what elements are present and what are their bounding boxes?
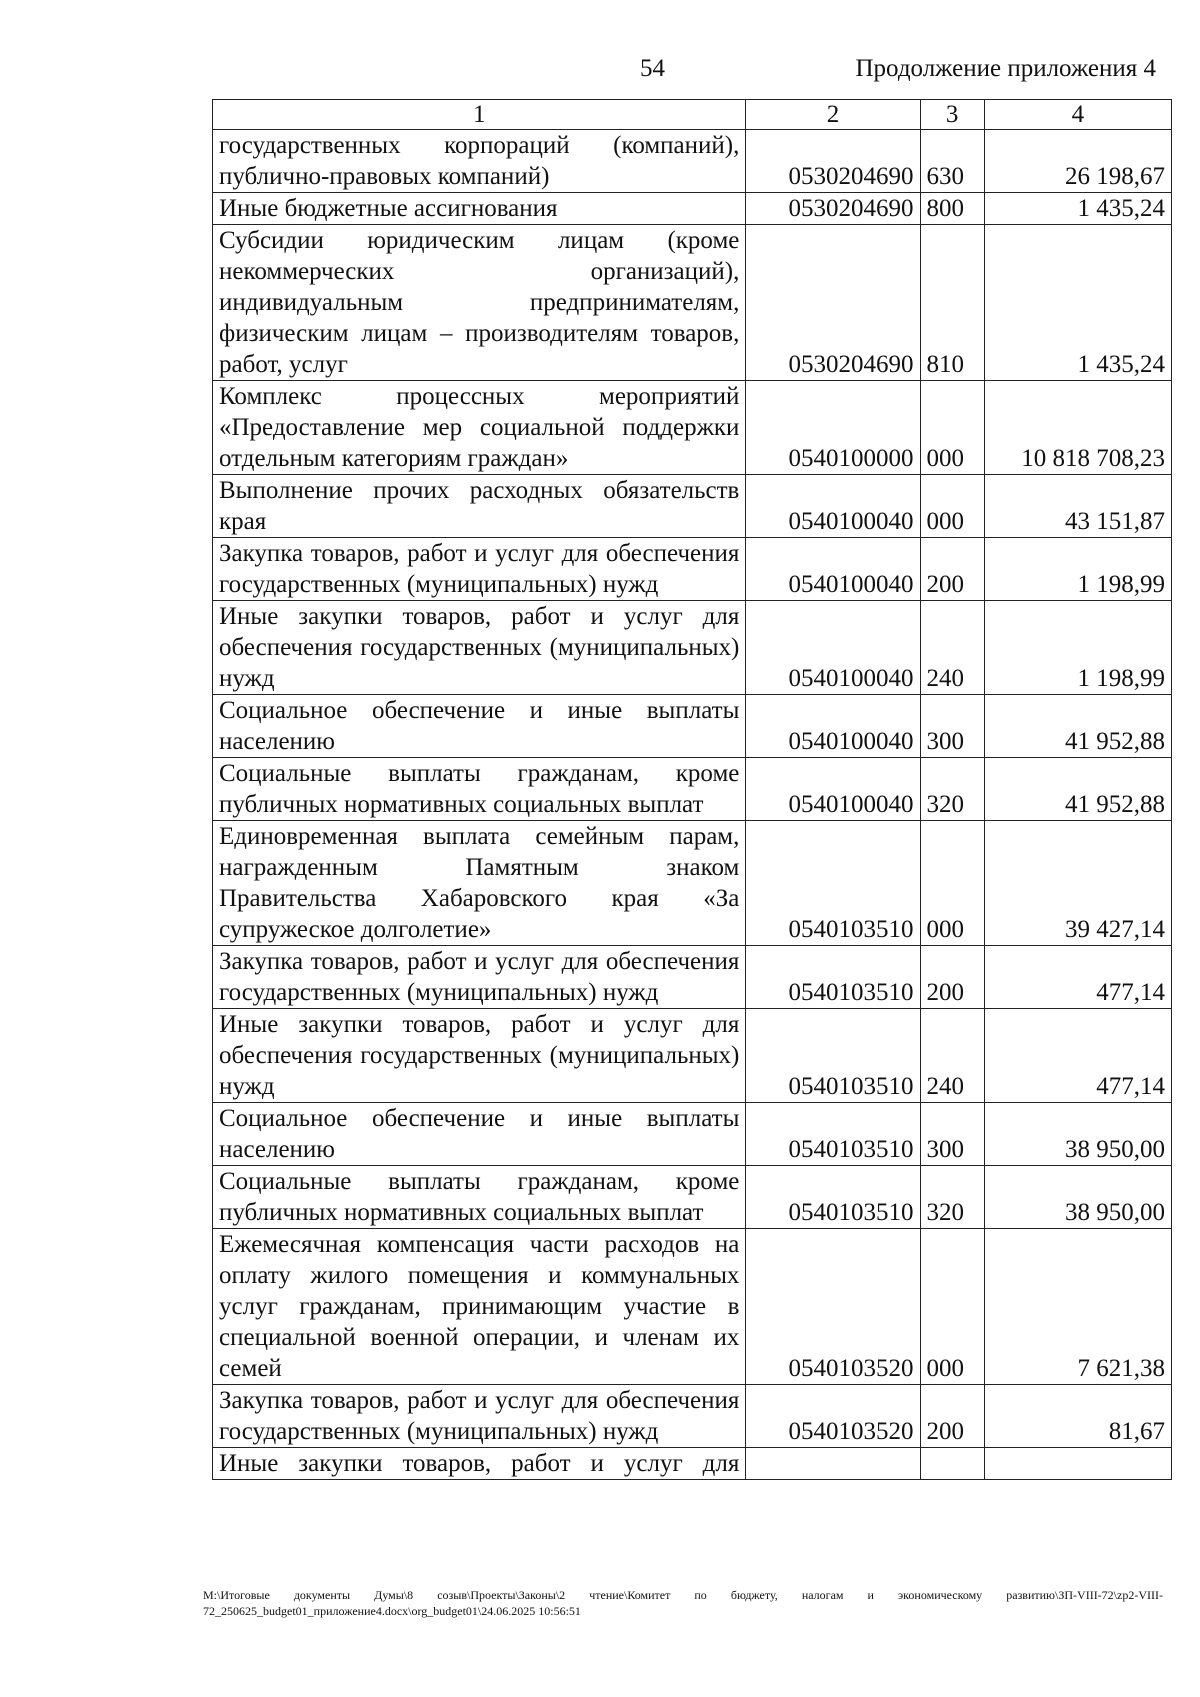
row-amount: 81,67 (984, 1385, 1171, 1448)
row-amount: 41 952,88 (984, 695, 1171, 758)
table-row (213, 1229, 1172, 1385)
table-row (213, 946, 1172, 1009)
row-code: 0540100040 (746, 475, 920, 538)
row-name: Социальное обеспечение и иные выплаты населению (213, 695, 746, 758)
row-code: 0530204690 (746, 130, 920, 193)
row-amount: 1 198,99 (984, 601, 1171, 695)
table-row (213, 193, 1172, 225)
row-kind: 320 (920, 1166, 984, 1229)
row-kind: 000 (920, 381, 984, 475)
row-amount: 477,14 (984, 1009, 1171, 1103)
row-code: 0530204690 (746, 193, 920, 225)
row-name: Закупка товаров, работ и услуг для обеспечения государственных (муниципальных) нужд (213, 946, 746, 1009)
table-row (213, 1448, 1172, 1480)
row-code: 0540103510 (746, 821, 920, 946)
row-name: Социальное обеспечение и иные выплаты населению (213, 1103, 746, 1166)
row-kind: 320 (920, 758, 984, 821)
row-amount: 10 818 708,23 (984, 381, 1171, 475)
table-row (213, 1385, 1172, 1448)
row-code: 0540103510 (746, 1103, 920, 1166)
row-kind: 300 (920, 695, 984, 758)
row-code: 0540100000 (746, 381, 920, 475)
table-row (213, 758, 1172, 821)
table-row (213, 225, 1172, 381)
row-code: 0540103520 (746, 1229, 920, 1385)
column-header-code: 2 (746, 100, 920, 130)
row-code (746, 1448, 920, 1480)
row-name: Субсидии юридическим лицам (кроме некоммерческих организаций), индивидуальным предпринимателям, физическим лицам – производителям товаров, работ, услуг (213, 225, 746, 381)
row-name: Комплекс процессных мероприятий «Предоставление мер социальной поддержки отдельным категориям граждан» (213, 381, 746, 475)
table-row (213, 475, 1172, 538)
row-kind: 240 (920, 1009, 984, 1103)
row-kind: 000 (920, 475, 984, 538)
row-name: Иные закупки товаров, работ и услуг для обеспечения государственных (муниципальных) нужд (213, 601, 746, 695)
row-amount: 41 952,88 (984, 758, 1171, 821)
row-name: Ежемесячная компенсация части расходов на оплату жилого помещения и коммунальных услуг гражданам, принимающим участие в специальной военной операции, и членам их семей (213, 1229, 746, 1385)
row-code: 0540103510 (746, 1166, 920, 1229)
row-code: 0540103510 (746, 1009, 920, 1103)
table-row (213, 130, 1172, 193)
row-amount: 7 621,38 (984, 1229, 1171, 1385)
row-kind: 000 (920, 1229, 984, 1385)
table-row (213, 538, 1172, 601)
row-amount: 477,14 (984, 946, 1171, 1009)
row-code: 0540100040 (746, 758, 920, 821)
table-row (213, 1009, 1172, 1103)
row-code: 0540100040 (746, 695, 920, 758)
table-row (213, 1103, 1172, 1166)
row-amount: 39 427,14 (984, 821, 1171, 946)
row-kind: 300 (920, 1103, 984, 1166)
row-kind: 200 (920, 1385, 984, 1448)
table-row (213, 1166, 1172, 1229)
row-amount: 43 151,87 (984, 475, 1171, 538)
row-name: Закупка товаров, работ и услуг для обеспечения государственных (муниципальных) нужд (213, 1385, 746, 1448)
row-code: 0540100040 (746, 538, 920, 601)
row-name: Иные закупки товаров, работ и услуг для (213, 1448, 746, 1480)
row-name: Социальные выплаты гражданам, кроме публичных нормативных социальных выплат (213, 1166, 746, 1229)
row-name: Выполнение прочих расходных обязательств края (213, 475, 746, 538)
column-header-kind: 3 (920, 100, 984, 130)
row-code: 0530204690 (746, 225, 920, 381)
row-amount: 1 435,24 (984, 225, 1171, 381)
row-kind: 000 (920, 821, 984, 946)
row-amount (984, 1448, 1171, 1480)
budget-table (212, 99, 1172, 1480)
row-amount: 26 198,67 (984, 130, 1171, 193)
row-name: Единовременная выплата семейным парам, награжденным Памятным знаком Правительства Хабаровского края «За супружеское долголетие» (213, 821, 746, 946)
table-row (213, 821, 1172, 946)
row-code: 0540100040 (746, 601, 920, 695)
page-number: 54 (640, 55, 665, 82)
row-amount: 1 435,24 (984, 193, 1171, 225)
row-amount: 38 950,00 (984, 1166, 1171, 1229)
row-amount: 1 198,99 (984, 538, 1171, 601)
table-header-row (213, 100, 1172, 130)
row-code: 0540103520 (746, 1385, 920, 1448)
row-kind: 200 (920, 946, 984, 1009)
row-kind: 810 (920, 225, 984, 381)
column-header-amount: 4 (984, 100, 1171, 130)
file-path-footer: M:\Итоговые документы Думы\8 созыв\Проекты\Законы\2 чтение\Комитет по бюджету, налогам и экономическому развитию\ЗП-VIII-72\zp2-VIII-72_250625_budget01_приложение4.docx\org_budget01\24.06.2025 10:56:51 (203, 1588, 1163, 1618)
row-code: 0540103510 (746, 946, 920, 1009)
row-kind: 800 (920, 193, 984, 225)
row-kind: 200 (920, 538, 984, 601)
table-row (213, 381, 1172, 475)
column-header-name: 1 (213, 100, 746, 130)
row-name: Иные закупки товаров, работ и услуг для обеспечения государственных (муниципальных) нужд (213, 1009, 746, 1103)
appendix-continuation-label: Продолжение приложения 4 (855, 55, 1156, 82)
row-name: Социальные выплаты гражданам, кроме публичных нормативных социальных выплат (213, 758, 746, 821)
row-kind (920, 1448, 984, 1480)
row-kind: 630 (920, 130, 984, 193)
row-name: государственных корпораций (компаний), публично-правовых компаний) (213, 130, 746, 193)
row-amount: 38 950,00 (984, 1103, 1171, 1166)
row-name: Иные бюджетные ассигнования (213, 193, 746, 225)
row-kind: 240 (920, 601, 984, 695)
table-row (213, 695, 1172, 758)
row-name: Закупка товаров, работ и услуг для обеспечения государственных (муниципальных) нужд (213, 538, 746, 601)
table-row (213, 601, 1172, 695)
